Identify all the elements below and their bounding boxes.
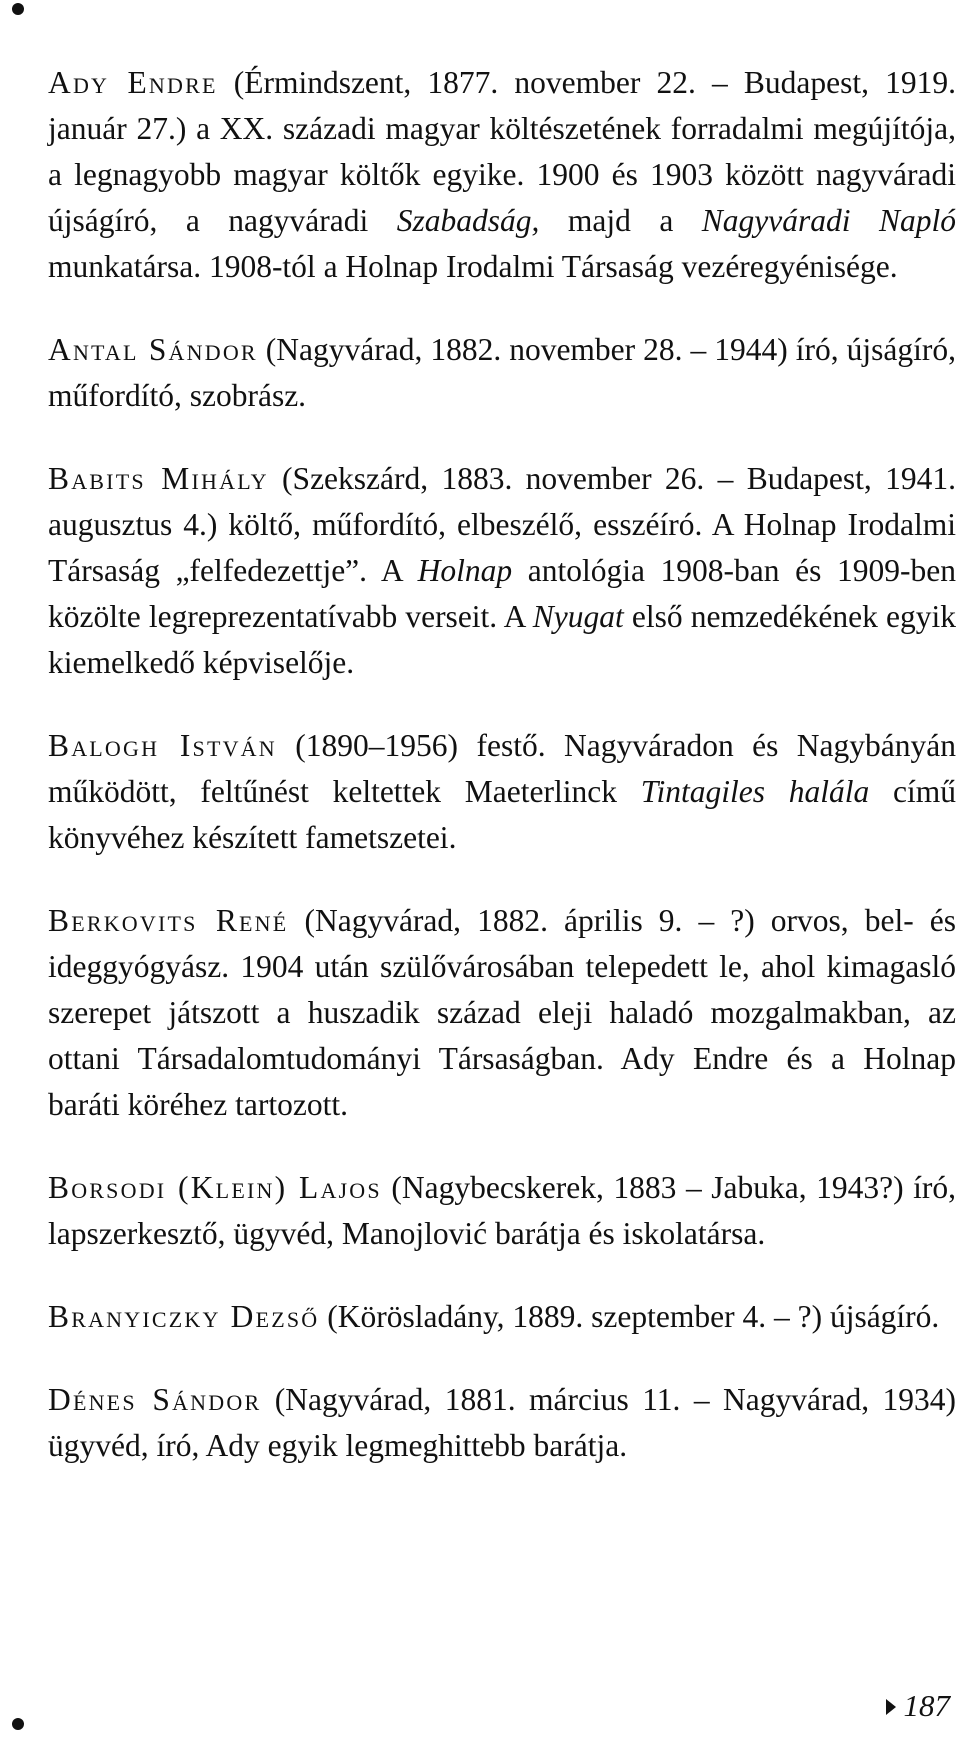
entry-text: antológia 1908-ban és 1909-ben közölte legreprezentatívabb verseit. A — [48, 553, 956, 634]
entry-text: című könyvéhez készített fametszetei. — [48, 774, 956, 855]
arrow-right-icon — [886, 1699, 896, 1715]
page-number — [880, 1686, 950, 1726]
entry-text: munkatársa. 1908-tól a Holnap Irodalmi Társaság vezéregyénisége. — [48, 249, 898, 284]
entry-text: majd a — [539, 203, 702, 238]
italic-title: Tintagiles halála — [640, 774, 870, 809]
entry-name: Ady Endre — [48, 65, 218, 100]
entry-name: Balogh István — [48, 728, 277, 763]
entry-text: (Nagybecskerek, 1883 – Jabuka, 1943?) író, lapszerkesztő, ügyvéd, Manojlović barátja és iskolatársa. — [48, 1170, 957, 1251]
entry-denes-sandor — [48, 1377, 956, 1469]
italic-title: Nagyváradi Napló — [701, 203, 957, 238]
entry-branyiczky-dezso — [48, 1294, 956, 1340]
top-bullet-icon — [12, 3, 24, 15]
entry-borsodi-lajos — [48, 1165, 956, 1257]
page-number-text: 187 — [903, 1688, 950, 1723]
italic-title: Szabadság, — [396, 203, 540, 238]
entry-text: (1890–1956) festő. Nagyváradon és Nagybányán működött, feltűnést keltettek Maeterlinck — [48, 728, 956, 809]
entry-name: Branyiczky Dezső — [48, 1299, 320, 1334]
bottom-bullet-icon — [12, 1718, 24, 1730]
entry-antal-sandor — [48, 327, 956, 419]
entry-balogh-istvan — [48, 723, 956, 861]
entry-text: (Nagyvárad, 1882. április 9. – ?) orvos, bel- és ideggyógyász. 1904 után szülővárosában telepedett le, ahol kimagasló szerepet játszott a huszadik század eleji haladó mozgalmakban, az ottani Társadalomtudományi Társaságban. Ady Endre és a Holnap baráti köréhez tartozott. — [48, 903, 956, 1122]
biography-list — [48, 60, 956, 1506]
entry-text: (Nagyvárad, 1881. március 11. – Nagyvárad, 1934) ügyvéd, író, Ady egyik legmeghittebb barátja. — [48, 1382, 956, 1463]
entry-berkovits-rene — [48, 898, 956, 1128]
entry-name: Babits Mihály — [48, 461, 269, 496]
entry-name: Antal Sándor — [48, 332, 258, 367]
italic-title: Nyugat — [532, 599, 624, 634]
entry-name: Dénes Sándor — [48, 1382, 262, 1417]
entry-text: (Szekszárd, 1883. november 26. – Budapest, 1941. augusztus 4.) költő, műfordító, elbeszélő, esszéíró. A Holnap Irodalmi Társaság „felfedezettje”. A — [48, 461, 956, 588]
entry-text: (Körösladány, 1889. szeptember 4. – ?) újságíró. — [319, 1299, 940, 1334]
entry-text: első nemzedékének egyik kiemelkedő képviselője. — [48, 599, 956, 680]
entry-name: Berkovits René — [48, 903, 289, 938]
entry-babits-mihaly — [48, 456, 956, 686]
entry-text: (Érmindszent, 1877. november 22. – Budapest, 1919. január 27.) a XX. századi magyar költészetének forradalmi megújítója, a legnagyobb magyar költők egyike. 1900 és 1903 között nagyváradi újságíró, a nagyváradi — [48, 65, 957, 238]
entry-text: (Nagyvárad, 1882. november 28. – 1944) író, újságíró, műfordító, szobrász. — [48, 332, 956, 413]
italic-title: Holnap — [417, 553, 513, 588]
entry-name: Borsodi (Klein) Lajos — [48, 1170, 382, 1205]
entry-ady-endre — [48, 60, 956, 290]
